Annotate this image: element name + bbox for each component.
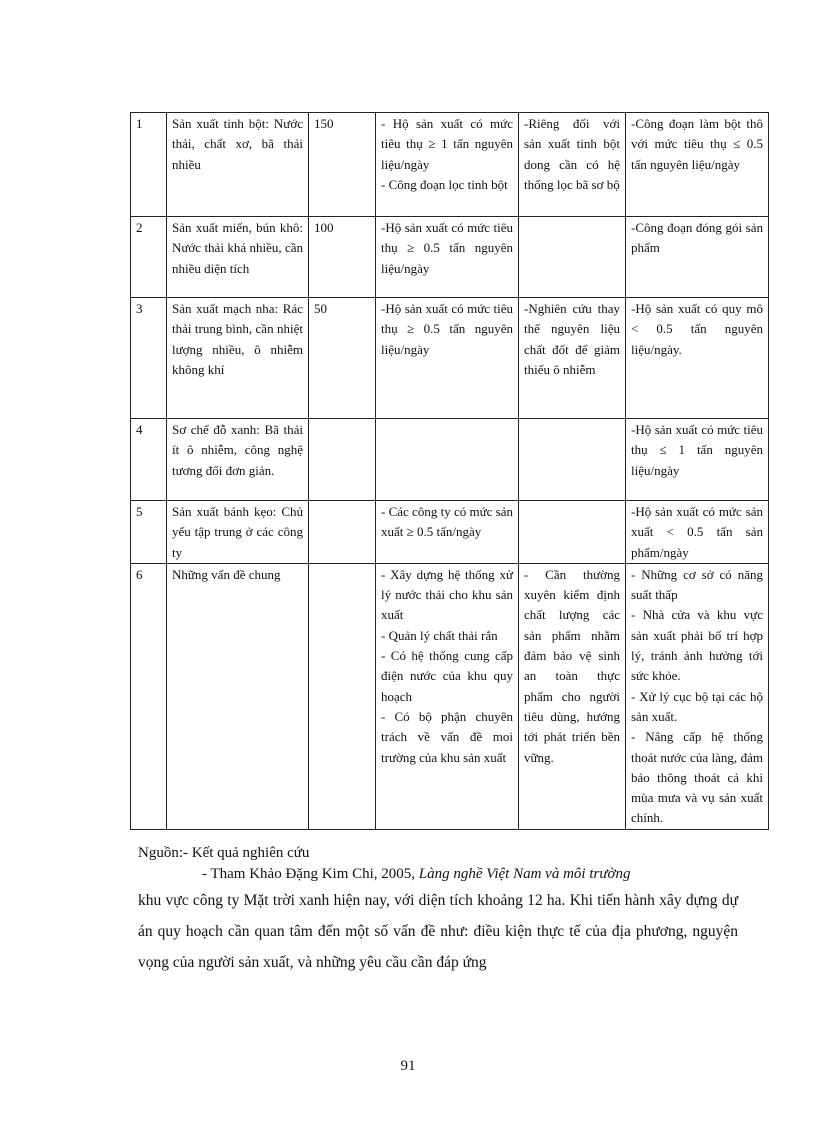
- col5-cell: [519, 217, 626, 298]
- col5-cell: [519, 298, 626, 419]
- col5-item: -Riêng đối với sản xuất tinh bột dong cần có hệ thống lọc bã sơ bộ: [524, 116, 620, 192]
- col5-cell: [519, 113, 626, 217]
- row-number: 6: [131, 563, 167, 829]
- activity-cell: Sản xuất mạch nha: Rác thải trung bình, cần nhiệt lượng nhiều, ô nhiễm không khí: [167, 298, 309, 419]
- col6-item: -Hộ sản xuất có quy mô < 0.5 tấn nguyên liệu/ngày.: [631, 301, 763, 357]
- row-number: 5: [131, 501, 167, 564]
- col6-item: -Công đoạn đóng gói sản phẩm: [631, 220, 763, 256]
- col6-item: -Hộ sản xuất có mức sản xuất < 0.5 tấn sản phẩm/ngày: [631, 504, 763, 560]
- table-row: [131, 501, 769, 564]
- table-row: [131, 419, 769, 501]
- value-cell: 150: [309, 113, 376, 217]
- value-cell: [309, 563, 376, 829]
- planning-table: [130, 112, 769, 830]
- col4-item: -Hộ sản xuất có mức tiêu thụ ≥ 0.5 tấn nguyên liệu/ngày: [381, 301, 513, 357]
- col4-cell: [376, 563, 519, 829]
- col6-cell: [626, 501, 769, 564]
- source-book-title: Làng nghề Việt Nam và môi trường: [418, 866, 631, 882]
- source-note: [138, 843, 631, 885]
- col4-cell: [376, 217, 519, 298]
- col6-item: - Nâng cấp hệ thống thoát nước của làng, đảm bảo thông thoát cả khi mùa mưa và vụ sản xuất chính.: [631, 729, 763, 826]
- col5-cell: [519, 419, 626, 501]
- value-cell: [309, 501, 376, 564]
- activity-cell: Sản xuất bánh kẹo: Chủ yếu tập trung ở các công ty: [167, 501, 309, 564]
- table-row: [131, 217, 769, 298]
- col4-item: - Quản lý chất thải rắn: [381, 627, 498, 643]
- page-number: 91: [400, 1058, 416, 1074]
- col4-item: - Xây dựng hệ thống xử lý nước thải cho khu sản xuất: [381, 566, 513, 623]
- col4-item: -Hộ sản xuất có mức tiêu thụ ≥ 0.5 tấn nguyên liệu/ngày: [381, 220, 513, 276]
- table-row: [131, 298, 769, 419]
- col6-cell: [626, 217, 769, 298]
- table-row: [131, 113, 769, 217]
- col5-cell: [519, 501, 626, 564]
- col6-item: - Những cơ sở có năng suất thấp: [631, 566, 763, 603]
- col6-cell: [626, 113, 769, 217]
- col6-item: -Công đoạn làm bột thô với mức tiêu thụ ≤ 0.5 tấn nguyên liệu/ngày: [631, 116, 763, 172]
- source-line-1: Nguồn:- Kết quả nghiên cứu: [138, 845, 310, 861]
- col6-item: - Nhà cửa và khu vực sản xuất phải bố trí hợp lý, tránh ảnh hưởng tới sức khỏe.: [631, 607, 763, 684]
- activity-cell: Sản xuất tinh bột: Nước thải, chất xơ, bã thải nhiều: [167, 113, 309, 217]
- col6-cell: [626, 419, 769, 501]
- col4-item: - Công đoạn lọc tinh bột: [381, 176, 508, 192]
- source-reference: - Tham Khảo Đặng Kim Chi, 2005,: [202, 866, 419, 882]
- value-cell: [309, 419, 376, 501]
- col4-cell: [376, 501, 519, 564]
- col4-item: - Có bộ phận chuyên trách về vấn đề moi trường của khu sản xuất: [381, 708, 513, 765]
- value-cell: 100: [309, 217, 376, 298]
- activity-cell: Những vấn đề chung: [167, 563, 309, 829]
- row-number: 1: [131, 113, 167, 217]
- activity-cell: Sơ chế đỗ xanh: Bã thải ít ô nhiễm, công nghệ tương đối đơn giản.: [167, 419, 309, 501]
- row-number: 4: [131, 419, 167, 501]
- col5-cell: [519, 563, 626, 829]
- body-paragraph: khu vực công ty Mặt trời xanh hiện nay, với diện tích khoảng 12 ha. Khi tiến hành xây dựng dự án quy hoạch cần quan tâm đến một số vấn đề như: điều kiện thực tế của địa phương, nguyện vọng của người sản xuất, và những yêu cầu cần đáp ứng: [138, 892, 738, 971]
- col6-cell: [626, 563, 769, 829]
- col4-cell: [376, 113, 519, 217]
- col4-item: - Hộ sản xuất có mức tiêu thụ ≥ 1 tấn nguyên liệu/ngày: [381, 116, 513, 172]
- row-number: 3: [131, 298, 167, 419]
- col4-item: - Có hệ thống cung cấp điện nước của khu quy hoạch: [381, 648, 513, 704]
- col6-cell: [626, 298, 769, 419]
- col4-cell: [376, 298, 519, 419]
- col6-item: -Hộ sản xuất có mức tiêu thụ ≤ 1 tấn nguyên liệu/ngày: [631, 422, 763, 478]
- activity-cell: Sản xuất miến, bún khô: Nước thải khá nhiều, cần nhiều diện tích: [167, 217, 309, 298]
- table-row: [131, 563, 769, 829]
- value-cell: 50: [309, 298, 376, 419]
- col6-item: - Xử lý cục bộ tại các hộ sản xuất.: [631, 688, 763, 724]
- col4-item: - Các công ty có mức sản xuất ≥ 0.5 tấn/ngày: [381, 504, 513, 540]
- col5-item: - Cần thường xuyên kiểm định chất lượng các sản phẩm nhằm đảm bảo vệ sinh an toàn thực phẩm cho người tiêu dùng, hướng tới phát triển bền vững.: [524, 566, 620, 765]
- row-number: 2: [131, 217, 167, 298]
- source-line-2: [138, 864, 631, 885]
- col4-cell: [376, 419, 519, 501]
- col5-item: -Nghiên cứu thay thế nguyên liệu chất đốt để giảm thiểu ô nhiễm: [524, 301, 620, 377]
